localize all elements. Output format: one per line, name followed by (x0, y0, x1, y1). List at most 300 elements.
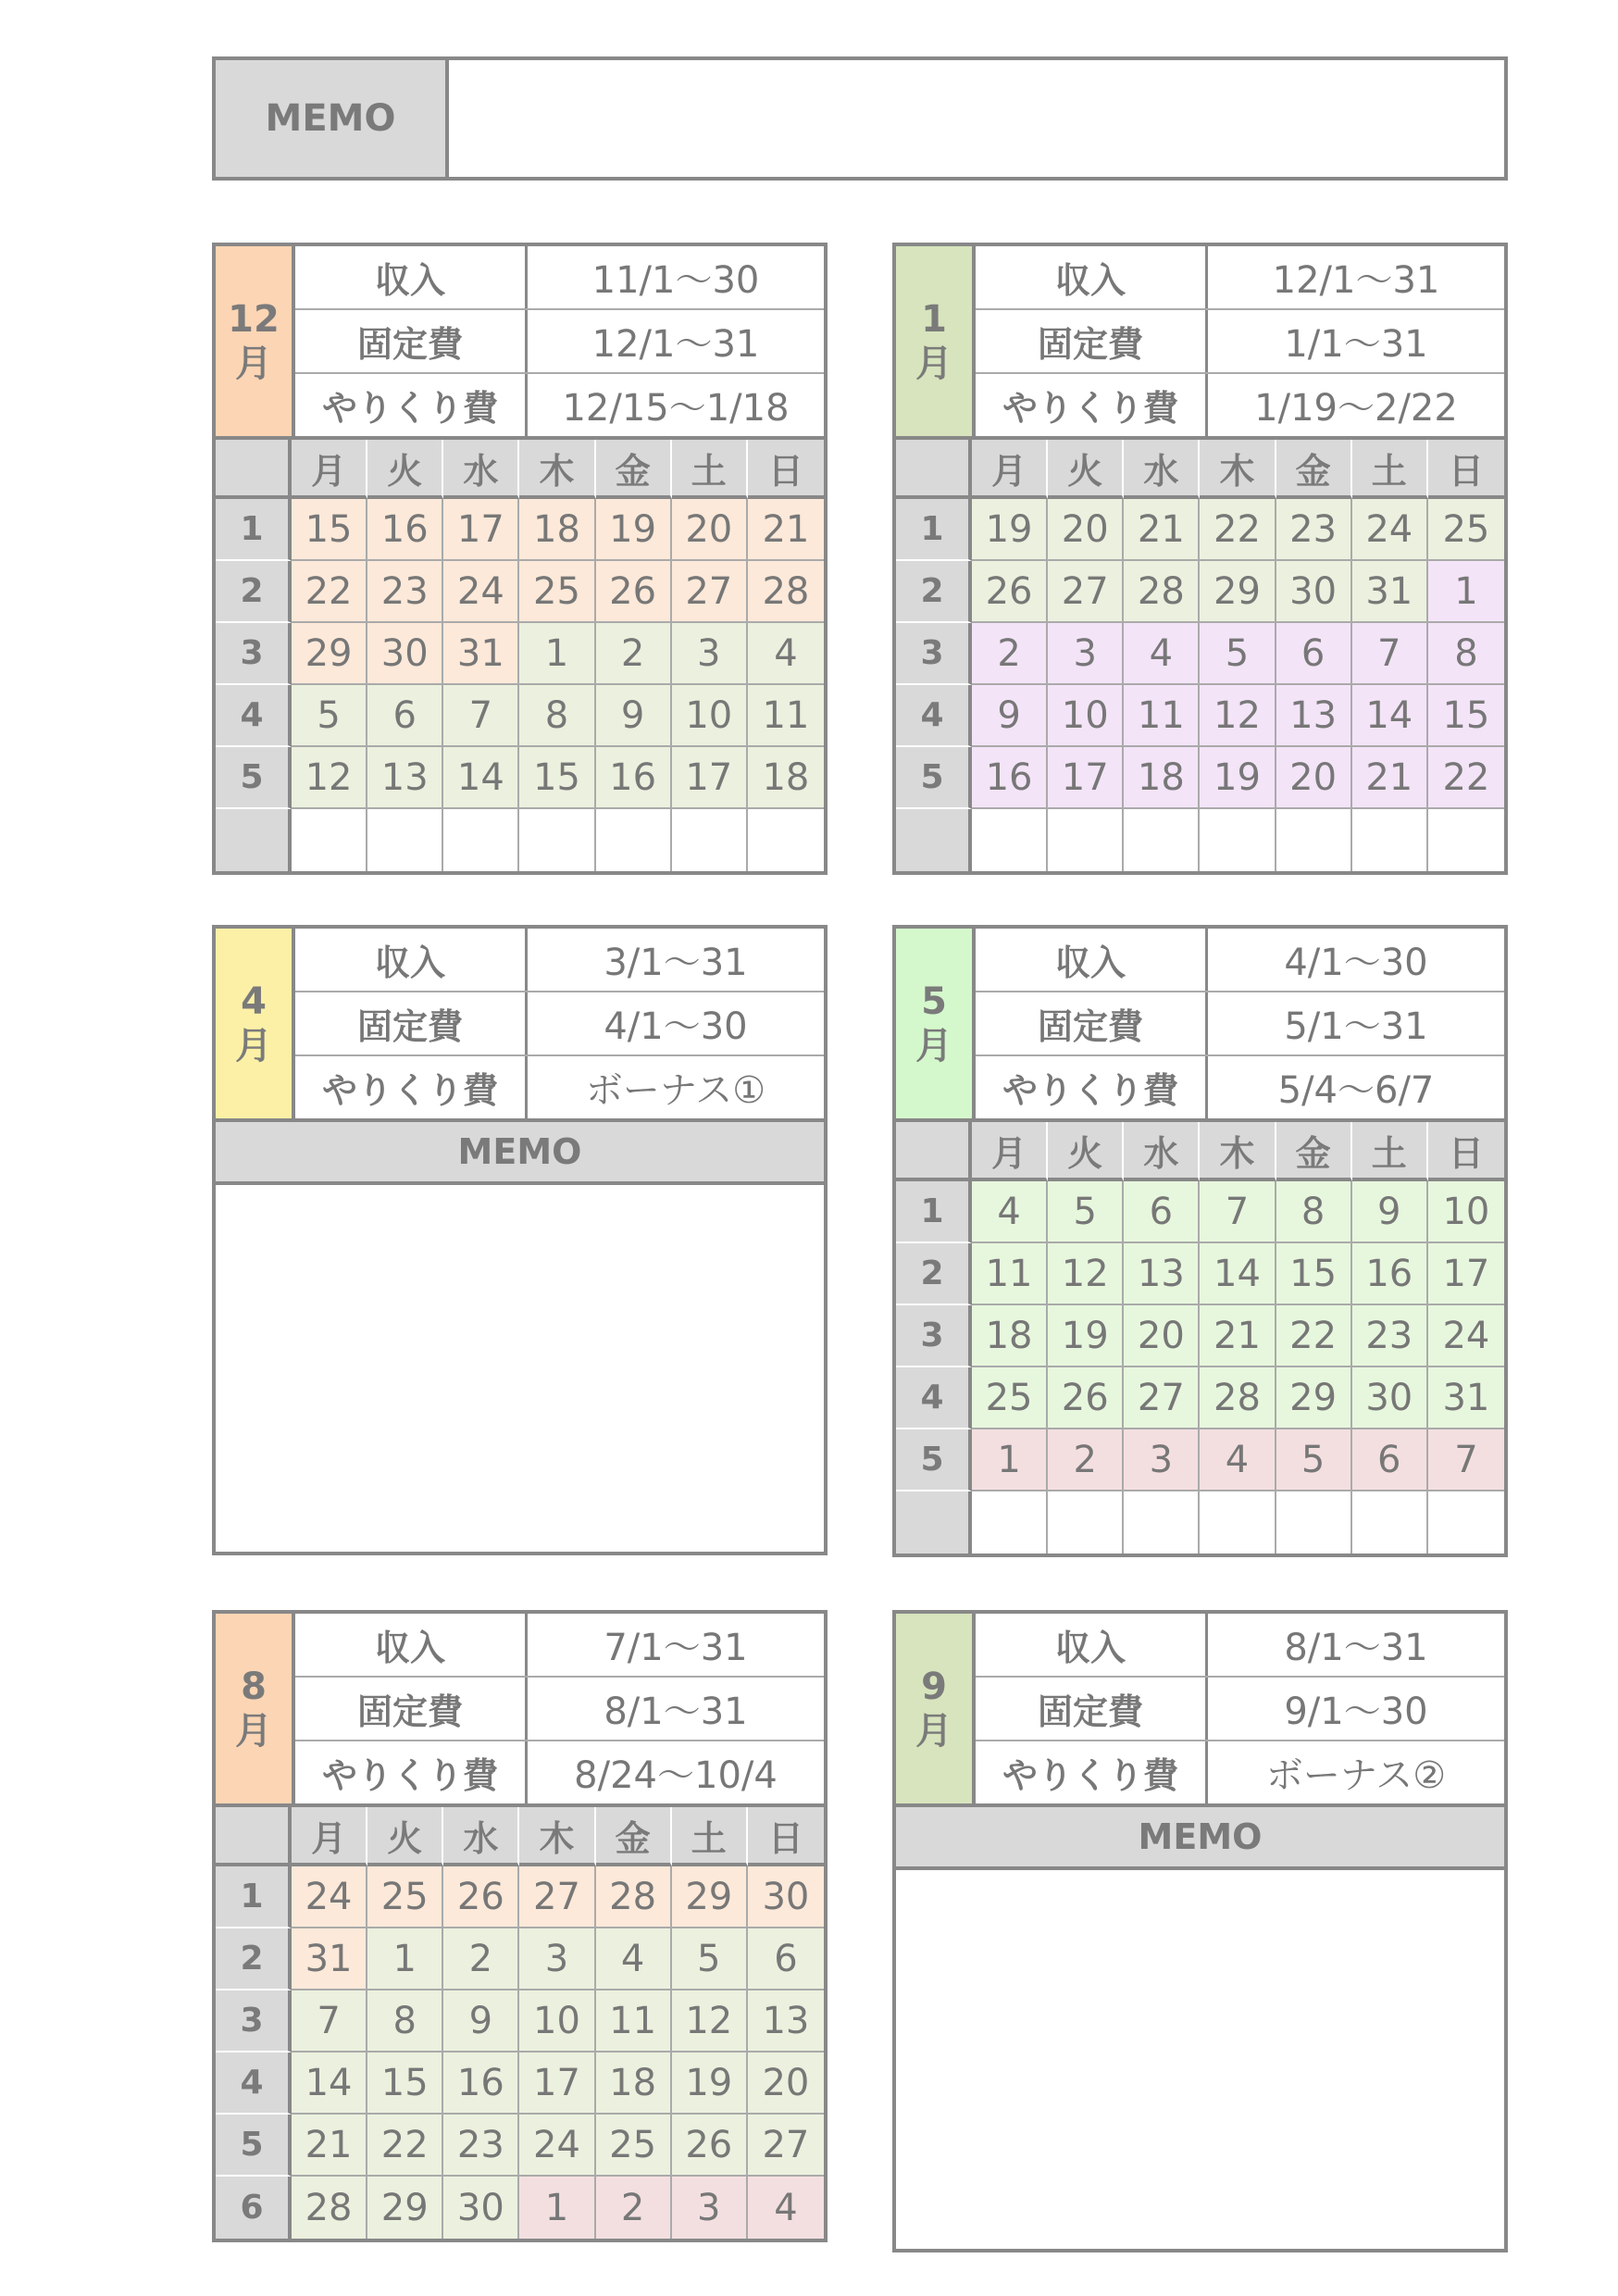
day-cell: 12 (1048, 1243, 1124, 1305)
income-label: 収入 (976, 929, 1208, 991)
weekday-header: 日 (1428, 440, 1504, 499)
day-cell: 7 (292, 1990, 367, 2053)
month-header (896, 929, 1504, 1122)
weekday-header: 火 (367, 1807, 443, 1866)
month-number: 12 (228, 297, 280, 341)
weekday-header: 木 (1200, 1122, 1276, 1181)
day-cell: 5 (292, 685, 367, 747)
day-cell: 6 (1124, 1181, 1200, 1243)
week-number: 4 (216, 685, 292, 747)
month-block-jan (892, 243, 1508, 875)
day-cell (672, 809, 748, 871)
weekday-header: 火 (367, 440, 443, 499)
day-cell: 9 (443, 1990, 519, 2053)
day-cell: 18 (1124, 747, 1200, 809)
day-cell: 31 (443, 623, 519, 685)
income-label: 収入 (295, 246, 528, 308)
month-header (216, 246, 824, 440)
income-value: 8/1〜31 (1284, 1627, 1428, 1669)
day-cell: 5 (1276, 1429, 1352, 1491)
living-cost-label: やりくり費 (295, 374, 528, 436)
budget-info (976, 1614, 1504, 1803)
month-unit: 月 (915, 342, 952, 385)
day-cell (748, 809, 824, 871)
fixed-cost-row (295, 992, 824, 1056)
week-number (896, 809, 972, 871)
day-cell: 26 (443, 1866, 519, 1928)
week-number: 4 (896, 685, 972, 747)
day-cell: 26 (972, 561, 1048, 623)
day-cell (1352, 809, 1428, 871)
income-row (295, 929, 824, 992)
weekday-header: 日 (1428, 1122, 1504, 1181)
weekday-header: 金 (1276, 440, 1352, 499)
day-cell: 1 (519, 623, 595, 685)
living-cost-label: やりくり費 (976, 1741, 1208, 1803)
day-cell: 4 (972, 1181, 1048, 1243)
weekday-header: 水 (443, 1807, 519, 1866)
budget-info (295, 929, 824, 1118)
weekday-header: 火 (1048, 1122, 1124, 1181)
month-label (896, 246, 976, 436)
day-cell: 30 (367, 623, 443, 685)
weekday-header: 月 (292, 1807, 367, 1866)
month-number: 4 (241, 980, 267, 1023)
day-cell: 21 (1352, 747, 1428, 809)
living-cost-value: 8/24〜10/4 (574, 1754, 778, 1797)
day-cell: 10 (1048, 685, 1124, 747)
day-cell: 4 (748, 623, 824, 685)
day-cell: 17 (672, 747, 748, 809)
fixed-cost-value: 12/1〜31 (591, 323, 760, 366)
month-label (216, 1614, 295, 1803)
day-cell: 23 (443, 2115, 519, 2177)
week-number: 5 (896, 747, 972, 809)
day-cell: 16 (443, 2053, 519, 2115)
day-cell: 30 (748, 1866, 824, 1928)
living-cost-label: やりくり費 (295, 1741, 528, 1803)
day-cell (1428, 809, 1504, 871)
calendar-grid (216, 1807, 824, 2239)
day-cell: 3 (672, 623, 748, 685)
top-memo-area[interactable] (449, 60, 1504, 177)
month-block-dec (212, 243, 828, 875)
day-cell: 8 (519, 685, 595, 747)
month-label (216, 246, 295, 436)
day-cell: 7 (1352, 623, 1428, 685)
month-header (896, 1614, 1504, 1807)
day-cell (972, 1491, 1048, 1554)
week-number: 5 (216, 747, 292, 809)
month-unit: 月 (235, 342, 272, 385)
weekday-header: 月 (292, 440, 367, 499)
budget-info (976, 246, 1504, 436)
fixed-cost-value: 8/1〜31 (604, 1691, 748, 1733)
day-cell: 26 (672, 2115, 748, 2177)
day-cell: 16 (367, 499, 443, 561)
month-label (896, 929, 976, 1118)
day-cell: 19 (972, 499, 1048, 561)
income-label: 収入 (295, 1614, 528, 1676)
weekday-header-corner (896, 1122, 972, 1181)
memo-area[interactable] (216, 1185, 824, 1552)
day-cell: 12 (292, 747, 367, 809)
day-cell: 22 (292, 561, 367, 623)
day-cell: 28 (1124, 561, 1200, 623)
day-cell: 24 (443, 561, 519, 623)
day-cell: 18 (748, 747, 824, 809)
day-cell: 6 (748, 1928, 824, 1990)
day-cell: 11 (972, 1243, 1048, 1305)
day-cell: 27 (672, 561, 748, 623)
week-number: 2 (216, 561, 292, 623)
weekday-header: 土 (1352, 1122, 1428, 1181)
day-cell: 29 (672, 1866, 748, 1928)
fixed-cost-value: 5/1〜31 (1284, 1005, 1428, 1048)
month-header (216, 929, 824, 1122)
day-cell: 25 (367, 1866, 443, 1928)
day-cell: 13 (748, 1990, 824, 2053)
day-cell: 25 (519, 561, 595, 623)
day-cell: 6 (1352, 1429, 1428, 1491)
day-cell: 7 (1428, 1429, 1504, 1491)
calendar-grid (896, 1122, 1504, 1554)
weekday-header: 水 (1124, 440, 1200, 499)
fixed-cost-label: 固定費 (976, 992, 1208, 1054)
week-number: 1 (216, 499, 292, 561)
day-cell: 20 (672, 499, 748, 561)
week-number: 1 (216, 1866, 292, 1928)
day-cell (1200, 809, 1276, 871)
income-row (295, 1614, 824, 1678)
budget-info (295, 246, 824, 436)
budget-info (976, 929, 1504, 1118)
day-cell: 4 (748, 2177, 824, 2239)
weekday-header: 金 (596, 440, 672, 499)
day-cell: 8 (367, 1990, 443, 2053)
budget-info (295, 1614, 824, 1803)
day-cell: 11 (748, 685, 824, 747)
income-row (295, 246, 824, 310)
day-cell: 7 (1200, 1181, 1276, 1243)
day-cell: 2 (596, 623, 672, 685)
weekday-header-corner (896, 440, 972, 499)
day-cell: 1 (972, 1429, 1048, 1491)
day-cell (367, 809, 443, 871)
week-number: 3 (216, 623, 292, 685)
day-cell (1200, 1491, 1276, 1554)
week-number: 2 (896, 561, 972, 623)
day-cell: 8 (1276, 1181, 1352, 1243)
day-cell: 21 (1200, 1305, 1276, 1367)
day-cell: 18 (596, 2053, 672, 2115)
income-value: 7/1〜31 (604, 1627, 748, 1669)
day-cell: 22 (367, 2115, 443, 2177)
top-memo-box (212, 56, 1508, 181)
day-cell: 4 (1200, 1429, 1276, 1491)
day-cell: 23 (1352, 1305, 1428, 1367)
fixed-cost-label: 固定費 (976, 310, 1208, 372)
day-cell: 22 (1428, 747, 1504, 809)
day-cell (1428, 1491, 1504, 1554)
month-unit: 月 (235, 1024, 272, 1067)
income-value: 3/1〜31 (604, 942, 748, 984)
week-number: 5 (896, 1429, 972, 1491)
weekday-header: 木 (519, 440, 595, 499)
day-cell: 8 (1428, 623, 1504, 685)
day-cell: 30 (1276, 561, 1352, 623)
day-cell: 4 (1124, 623, 1200, 685)
weekday-header: 土 (672, 440, 748, 499)
day-cell: 15 (367, 2053, 443, 2115)
fixed-cost-label: 固定費 (295, 992, 528, 1054)
day-cell: 26 (1048, 1367, 1124, 1429)
month-block-apr (212, 925, 828, 1555)
weekday-header: 月 (972, 1122, 1048, 1181)
day-cell: 16 (1352, 1243, 1428, 1305)
income-label: 収入 (295, 929, 528, 991)
calendar-grid (896, 440, 1504, 871)
fixed-cost-value: 4/1〜30 (604, 1005, 748, 1048)
day-cell: 25 (1428, 499, 1504, 561)
week-number: 3 (896, 1305, 972, 1367)
day-cell: 28 (748, 561, 824, 623)
fixed-cost-row (976, 1678, 1504, 1741)
day-cell: 14 (1200, 1243, 1276, 1305)
day-cell: 30 (443, 2177, 519, 2239)
day-cell: 15 (519, 747, 595, 809)
day-cell: 28 (292, 2177, 367, 2239)
day-cell: 24 (1428, 1305, 1504, 1367)
memo-header: MEMO (896, 1807, 1504, 1870)
income-row (976, 1614, 1504, 1678)
month-number: 8 (241, 1665, 267, 1708)
day-cell (443, 809, 519, 871)
month-block-sep (892, 1610, 1508, 2252)
day-cell: 24 (1352, 499, 1428, 561)
day-cell: 17 (443, 499, 519, 561)
week-number: 4 (216, 2053, 292, 2115)
day-cell: 14 (443, 747, 519, 809)
day-cell: 14 (292, 2053, 367, 2115)
income-value: 12/1〜31 (1272, 259, 1440, 302)
day-cell: 19 (672, 2053, 748, 2115)
day-cell: 19 (1200, 747, 1276, 809)
day-cell: 30 (1352, 1367, 1428, 1429)
week-number: 2 (216, 1928, 292, 1990)
day-cell (1124, 1491, 1200, 1554)
living-cost-value: 1/19〜2/22 (1254, 387, 1458, 430)
day-cell: 20 (1124, 1305, 1200, 1367)
day-cell: 7 (443, 685, 519, 747)
memo-header: MEMO (216, 1122, 824, 1185)
fixed-cost-row (295, 310, 824, 374)
day-cell: 29 (1200, 561, 1276, 623)
living-cost-value: 5/4〜6/7 (1277, 1069, 1435, 1112)
living-cost-label: やりくり費 (976, 1056, 1208, 1118)
day-cell: 2 (596, 2177, 672, 2239)
income-label: 収入 (976, 1614, 1208, 1676)
day-cell (292, 809, 367, 871)
day-cell: 24 (292, 1866, 367, 1928)
fixed-cost-row (295, 1678, 824, 1741)
month-label (896, 1614, 976, 1803)
weekday-header: 水 (1124, 1122, 1200, 1181)
day-cell: 3 (519, 1928, 595, 1990)
day-cell (519, 809, 595, 871)
day-cell: 22 (1200, 499, 1276, 561)
day-cell: 1 (1428, 561, 1504, 623)
income-value: 11/1〜30 (591, 259, 760, 302)
day-cell: 18 (519, 499, 595, 561)
day-cell: 25 (596, 2115, 672, 2177)
day-cell: 13 (367, 747, 443, 809)
day-cell (1276, 1491, 1352, 1554)
weekday-header-corner (216, 1807, 292, 1866)
day-cell: 10 (1428, 1181, 1504, 1243)
week-number: 5 (216, 2115, 292, 2177)
day-cell: 21 (748, 499, 824, 561)
day-cell: 17 (1048, 747, 1124, 809)
day-cell: 17 (519, 2053, 595, 2115)
day-cell: 18 (972, 1305, 1048, 1367)
top-memo-label: MEMO (216, 60, 449, 177)
day-cell: 12 (1200, 685, 1276, 747)
week-number (216, 809, 292, 871)
weekday-header: 日 (748, 1807, 824, 1866)
fixed-cost-label: 固定費 (295, 1678, 528, 1740)
month-unit: 月 (915, 1709, 952, 1753)
day-cell: 1 (519, 2177, 595, 2239)
weekday-header: 水 (443, 440, 519, 499)
day-cell: 5 (672, 1928, 748, 1990)
month-block-may (892, 925, 1508, 1557)
day-cell (972, 809, 1048, 871)
income-row (976, 246, 1504, 310)
fixed-cost-value: 1/1〜31 (1284, 323, 1428, 366)
day-cell (1048, 1491, 1124, 1554)
day-cell: 29 (292, 623, 367, 685)
day-cell: 2 (972, 623, 1048, 685)
day-cell: 23 (1276, 499, 1352, 561)
day-cell: 2 (1048, 1429, 1124, 1491)
day-cell: 5 (1048, 1181, 1124, 1243)
living-cost-row (976, 374, 1504, 436)
day-cell: 20 (1276, 747, 1352, 809)
day-cell: 11 (1124, 685, 1200, 747)
week-number: 1 (896, 1181, 972, 1243)
day-cell: 4 (596, 1928, 672, 1990)
day-cell: 31 (292, 1928, 367, 1990)
day-cell (1276, 809, 1352, 871)
day-cell: 22 (1276, 1305, 1352, 1367)
day-cell: 21 (292, 2115, 367, 2177)
living-cost-row (295, 1741, 824, 1803)
day-cell: 29 (1276, 1367, 1352, 1429)
income-value: 4/1〜30 (1284, 942, 1428, 984)
day-cell: 19 (596, 499, 672, 561)
day-cell: 28 (1200, 1367, 1276, 1429)
day-cell: 19 (1048, 1305, 1124, 1367)
week-number (896, 1491, 972, 1554)
day-cell: 27 (1124, 1367, 1200, 1429)
day-cell: 13 (1276, 685, 1352, 747)
day-cell: 5 (1200, 623, 1276, 685)
income-label: 収入 (976, 246, 1208, 308)
month-unit: 月 (235, 1709, 272, 1753)
day-cell: 27 (519, 1866, 595, 1928)
day-cell: 10 (672, 685, 748, 747)
weekday-header: 土 (1352, 440, 1428, 499)
day-cell: 13 (1124, 1243, 1200, 1305)
fixed-cost-row (976, 992, 1504, 1056)
day-cell: 9 (972, 685, 1048, 747)
day-cell (1048, 809, 1124, 871)
day-cell: 28 (596, 1866, 672, 1928)
day-cell: 20 (748, 2053, 824, 2115)
day-cell: 23 (367, 561, 443, 623)
month-number: 9 (921, 1665, 947, 1708)
day-cell: 15 (1428, 685, 1504, 747)
day-cell: 31 (1352, 561, 1428, 623)
day-cell: 26 (596, 561, 672, 623)
month-label (216, 929, 295, 1118)
weekday-header: 木 (1200, 440, 1276, 499)
day-cell: 14 (1352, 685, 1428, 747)
living-cost-value: 12/15〜1/18 (562, 387, 790, 430)
week-number: 4 (896, 1367, 972, 1429)
month-header (896, 246, 1504, 440)
memo-area[interactable] (896, 1870, 1504, 2249)
day-cell: 16 (972, 747, 1048, 809)
weekday-header: 金 (596, 1807, 672, 1866)
fixed-cost-label: 固定費 (295, 310, 528, 372)
weekday-header: 火 (1048, 440, 1124, 499)
day-cell: 24 (519, 2115, 595, 2177)
weekday-header: 日 (748, 440, 824, 499)
day-cell: 11 (596, 1990, 672, 2053)
day-cell: 9 (1352, 1181, 1428, 1243)
day-cell (1352, 1491, 1428, 1554)
day-cell: 10 (519, 1990, 595, 2053)
living-cost-value: ボーナス① (585, 1069, 766, 1112)
month-number: 1 (921, 297, 947, 341)
calendar-grid (216, 440, 824, 871)
day-cell: 16 (596, 747, 672, 809)
living-cost-row (976, 1741, 1504, 1803)
month-header (216, 1614, 824, 1807)
month-unit: 月 (915, 1024, 952, 1067)
day-cell: 20 (1048, 499, 1124, 561)
day-cell (1124, 809, 1200, 871)
day-cell: 3 (672, 2177, 748, 2239)
day-cell: 3 (1124, 1429, 1200, 1491)
living-cost-row (295, 1056, 824, 1118)
day-cell: 29 (367, 2177, 443, 2239)
week-number: 1 (896, 499, 972, 561)
day-cell: 25 (972, 1367, 1048, 1429)
day-cell: 9 (596, 685, 672, 747)
day-cell: 27 (748, 2115, 824, 2177)
weekday-header: 土 (672, 1807, 748, 1866)
day-cell: 27 (1048, 561, 1124, 623)
day-cell: 2 (443, 1928, 519, 1990)
weekday-header: 金 (1276, 1122, 1352, 1181)
month-block-aug (212, 1610, 828, 2242)
day-cell: 15 (292, 499, 367, 561)
income-row (976, 929, 1504, 992)
day-cell: 6 (1276, 623, 1352, 685)
